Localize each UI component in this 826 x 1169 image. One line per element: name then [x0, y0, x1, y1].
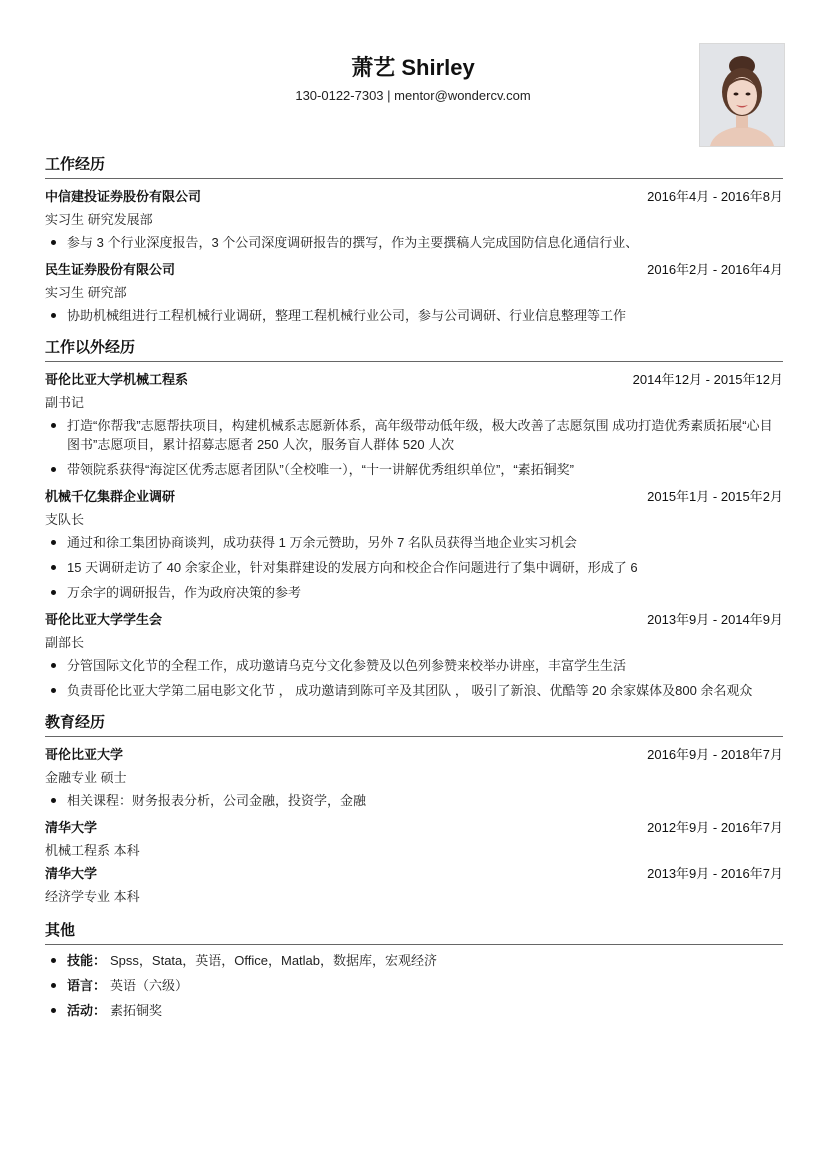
bullet-item: 15 天调研走访了 40 余家企业，针对集群建设的发展方向和校企合作问题进行了集中调研，形成了 6: [45, 558, 783, 577]
entry-role: 支队长: [45, 512, 85, 527]
education-entry: [45, 862, 783, 908]
resume-body: [45, 152, 783, 1030]
entry-date: 2014年12月 - 2015年12月: [632, 372, 783, 387]
entry-organization: 哥伦比亚大学机械工程系: [45, 372, 189, 387]
entry-school: 清华大学: [45, 866, 98, 881]
extra-entry: [45, 608, 783, 700]
contact-separator: |: [383, 88, 395, 103]
bullet-item: 参与 3 个行业深度报告，3 个公司深度调研报告的撰写，作为主要撰稿人完成国防信息化通信行业、: [45, 233, 783, 252]
entry-role: 实习生 研究部: [45, 285, 127, 300]
section-title: 工作经历: [45, 152, 783, 179]
entry-role: 实习生 研究发展部: [45, 212, 153, 227]
item-value: 英语（六级）: [110, 978, 189, 993]
extra-entry: [45, 368, 783, 479]
entry-date: 2015年1月 - 2015年2月: [647, 489, 783, 504]
section-other: [45, 918, 783, 1020]
work-entry: [45, 185, 783, 252]
item-value: Spss，Stata，英语，Office，Matlab，数据库，宏观经济: [110, 953, 438, 968]
activity-item: [45, 1001, 783, 1020]
entry-organization: 中信建投证券股份有限公司: [45, 189, 202, 204]
portrait-icon: [700, 44, 784, 146]
entry-organization: 哥伦比亚大学学生会: [45, 612, 163, 627]
section-extracurricular: [45, 335, 783, 700]
phone-number: 130-0122-7303: [295, 88, 384, 103]
bullet-item: 负责哥伦比亚大学第二届电影文化节 ， 成功邀请到陈可辛及其团队 ， 吸引了新浪、优酷等 20 余家媒体及800 余名观众: [45, 681, 783, 700]
item-key: 技能：: [67, 953, 107, 968]
entry-role: 副书记: [45, 395, 85, 410]
bullet-item: 万余字的调研报告，作为政府决策的参考: [45, 583, 783, 602]
bullet-item: 协助机械组进行工程机械行业调研，整理工程机械行业公司，参与公司调研、行业信息整理等工作: [45, 306, 783, 325]
entry-date: 2013年9月 - 2016年7月: [647, 866, 783, 881]
entry-organization: 机械千亿集群企业调研: [45, 489, 176, 504]
item-key: 活动：: [67, 1003, 107, 1018]
email-address: mentor@wondercv.com: [394, 88, 531, 103]
entry-role: 副部长: [45, 635, 85, 650]
profile-photo: [699, 43, 785, 147]
entry-degree: 经济学专业 本科: [45, 889, 140, 904]
item-value: 素拓铜奖: [110, 1003, 163, 1018]
language-item: [45, 976, 783, 995]
work-entry: [45, 258, 783, 325]
education-entry: [45, 743, 783, 810]
bullet-item: 通过和徐工集团协商谈判，成功获得 1 万余元赞助，另外 7 名队员获得当地企业实习机会: [45, 533, 783, 552]
section-title: 其他: [45, 918, 783, 945]
bullet-item: 相关课程：财务报表分析，公司金融，投资学，金融: [45, 791, 783, 810]
entry-date: 2016年4月 - 2016年8月: [647, 189, 783, 204]
extra-entry: [45, 485, 783, 602]
education-entry: [45, 816, 783, 862]
bullet-item: 打造“你帮我”志愿帮扶项目，构建机械系志愿新体系，高年级带动低年级，极大改善了志愿氛围 成功打造优秀素质拓展“心目图书”志愿项目，累计招募志愿者 250 人次，服务盲人群体 520 人次: [45, 416, 783, 454]
section-work-experience: [45, 152, 783, 325]
entry-date: 2016年2月 - 2016年4月: [647, 262, 783, 277]
item-key: 语言：: [67, 978, 107, 993]
entry-degree: 金融专业 硕士: [45, 770, 127, 785]
section-title: 教育经历: [45, 710, 783, 737]
entry-school: 哥伦比亚大学: [45, 747, 124, 762]
entry-degree: 机械工程系 本科: [45, 843, 140, 858]
skills-item: [45, 951, 783, 970]
bullet-item: 分管国际文化节的全程工作，成功邀请乌克兮文化参赞及以色列参赞来校举办讲座，丰富学生生活: [45, 656, 783, 675]
entry-organization: 民生证券股份有限公司: [45, 262, 176, 277]
candidate-name: 萧艺 Shirley: [351, 55, 475, 80]
entry-date: 2013年9月 - 2014年9月: [647, 612, 783, 627]
bullet-item: 带领院系获得“海淀区优秀志愿者团队”（全校唯一），“十一讲解优秀组织单位”，“素拓铜奖”: [45, 460, 783, 479]
entry-school: 清华大学: [45, 820, 98, 835]
entry-date: 2016年9月 - 2018年7月: [647, 747, 783, 762]
entry-date: 2012年9月 - 2016年7月: [647, 820, 783, 835]
section-title: 工作以外经历: [45, 335, 783, 362]
section-education: [45, 710, 783, 908]
